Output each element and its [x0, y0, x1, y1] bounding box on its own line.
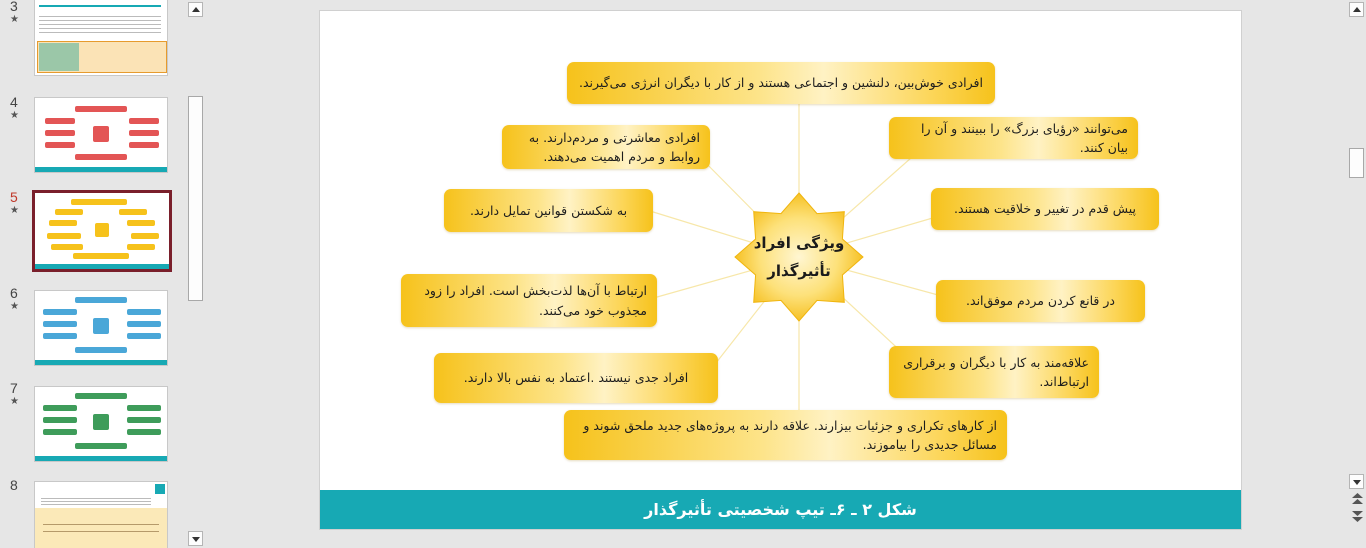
slide-number: 5 [10, 189, 18, 205]
slide-thumbnail-selected[interactable] [32, 190, 172, 272]
transition-star-icon: ★ [10, 301, 19, 312]
trait-node-bottom[interactable]: از کارهای تکراری و جزئیات بیزارند. علاقه دارند به پروژه‌های جدید ملحق شوند و مسائل جدیدی را بیاموزند. [564, 410, 1007, 460]
scroll-up-button[interactable] [188, 2, 203, 17]
figure-caption-bar [320, 490, 1241, 529]
trait-node-left-4[interactable]: افراد جدی نیستند .اعتماد به نفس بالا دارند. [434, 353, 718, 403]
next-slide-button[interactable] [1350, 510, 1365, 524]
trait-node-top[interactable]: افرادی خوش‌بین، دلنشین و اجتماعی هستند و از کار با دیگران انرژی می‌گیرند. [567, 62, 995, 104]
slide-number: 4 [10, 94, 18, 110]
slide-number: 7 [10, 380, 18, 396]
scroll-down-button[interactable] [188, 531, 203, 546]
slide-number: 6 [10, 285, 18, 301]
slide-thumbnail-pane [0, 0, 186, 548]
trait-node-right-3[interactable]: در قانع کردن مردم موفق‌اند. [936, 280, 1145, 322]
transition-star-icon: ★ [10, 205, 19, 216]
figure-caption: شکل ۲ ـ ۶ـ تیپ شخصیتی تأثیرگذار [644, 500, 917, 519]
slide-thumbnail[interactable] [34, 0, 168, 76]
slide[interactable] [320, 11, 1241, 529]
trait-node-left-1[interactable]: افرادی معاشرتی و مردم‌دارند. به روابط و مردم اهمیت می‌دهند. [502, 125, 710, 169]
slide-thumbnail[interactable] [34, 481, 168, 548]
slide-number: 3 [10, 0, 18, 14]
trait-node-right-2[interactable]: پیش قدم در تغییر و خلاقیت هستند. [931, 188, 1159, 230]
trait-node-right-1[interactable]: می‌توانند «رؤیای بزرگ» را ببینند و آن را بیان کنند. [889, 117, 1138, 159]
center-title-line-1: ویژگی افراد [753, 233, 845, 252]
previous-slide-button[interactable] [1350, 493, 1365, 507]
slide-number: 8 [10, 477, 18, 493]
scroll-thumb[interactable] [1349, 148, 1364, 178]
center-title[interactable] [733, 191, 865, 323]
scroll-down-button[interactable] [1349, 474, 1364, 489]
slide-thumbnail[interactable] [34, 386, 168, 462]
slide-scrollbar[interactable] [1348, 0, 1365, 492]
trait-node-right-4[interactable]: علاقه‌مند به کار با دیگران و برقراری ارتباط‌اند. [889, 346, 1099, 398]
slide-thumbnail[interactable] [34, 290, 168, 366]
trait-node-left-3[interactable]: ارتباط با آن‌ها لذت‌بخش است. افراد را زود مجذوب خود می‌کنند. [401, 274, 657, 327]
double-chevron-up-icon [1352, 493, 1363, 505]
transition-star-icon: ★ [10, 396, 19, 407]
scroll-thumb[interactable] [188, 96, 203, 301]
trait-node-left-2[interactable]: به شکستن قوانین تمایل دارند. [444, 189, 653, 232]
center-title-line-2: تأثیرگذار [767, 262, 831, 280]
scroll-up-button[interactable] [1349, 2, 1364, 17]
thumbnail-scrollbar[interactable] [187, 0, 204, 548]
slide-thumbnail[interactable] [34, 97, 168, 173]
double-chevron-down-icon [1352, 510, 1363, 522]
transition-star-icon: ★ [10, 110, 19, 121]
transition-star-icon: ★ [10, 14, 19, 25]
